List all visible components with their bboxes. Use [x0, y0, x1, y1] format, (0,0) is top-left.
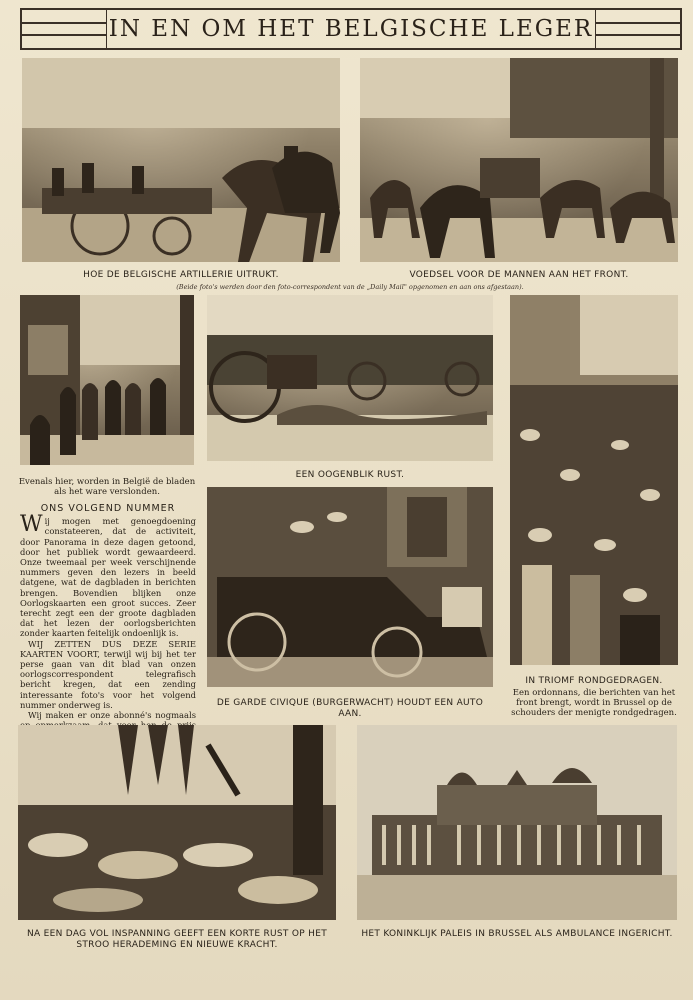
page-title: IN EN OM HET BELGISCHE LEGER — [108, 16, 594, 42]
article-paragraph-1-text: ij mogen met genoegdoening constateeren, dat de activiteit, door Panorama in deze dagen getoond, door het publiek wordt gewaardeerd. Onze tweemaal per week verschijnende nummers geven den lezers in beeld datgene, wat de dagbladen in berichten brengen. Bovendien blijken onze Oorlogskaarten een groot succes. Zeer terecht zegt een der groote dagbladen dat het lezen der oorlogsberichten zonder kaarten feitelijk ondoenlijk is. — [20, 516, 196, 639]
photo-triumph — [510, 295, 678, 665]
masthead-rule — [22, 34, 106, 36]
article-paragraph-3-text: Wij maken er onze abonné's nogmaals — [28, 710, 196, 721]
caption-palace: HET KONINKLIJK PALEIS IN BRUSSEL ALS AMBULANCE INGERICHT. — [361, 929, 673, 939]
article-heading: ONS VOLGEND NUMMER — [40, 503, 176, 514]
masthead-divider-left — [106, 10, 107, 48]
article-next-issue — [20, 504, 196, 741]
caption-artillery: HOE DE BELGISCHE ARTILLERIE UITRUKT. — [83, 270, 279, 280]
caption-newspapers: Evenals hier, worden in België de bladen als het ware verslonden. — [18, 477, 196, 497]
article-paragraph — [20, 639, 196, 710]
caption-rest-moment: EEN OOGENBLIK RUST. — [295, 470, 405, 480]
photo-artillery — [22, 58, 340, 262]
subcaption-triumph: Een ordonnans, die berichten van het front brengt, wordt in Brussel op de schouders der menigte rondgedragen. — [511, 688, 677, 718]
photo-straw-rest — [18, 725, 336, 920]
masthead-divider-right — [595, 10, 596, 48]
photo-newspapers — [20, 295, 194, 465]
photo-garde-civique — [207, 487, 493, 687]
article-dropcap: W — [20, 512, 43, 538]
article-paragraph — [20, 512, 196, 639]
caption-food: VOEDSEL VOOR DE MANNEN AAN HET FRONT. — [409, 270, 629, 280]
masthead-rule — [596, 34, 680, 36]
photo-palace — [357, 725, 677, 920]
caption-triumph: IN TRIOMF RONDGEDRAGEN. — [525, 676, 663, 686]
article-paragraph-2-text: WIJ ZETTEN DUS DEZE SERIE KAARTEN VOORT, terwijl wij bij het ter perse gaan van dit blad van onzen oorlogscorrespondent telegrafisch bericht kregen, dat een zending interessante foto's voor het volgend nummer onderweg is. — [20, 638, 196, 710]
caption-garde-civique: DE GARDE CIVIQUE (BURGERWACHT) HOUDT EEN AUTO AAN. — [216, 698, 484, 719]
masthead-rule — [596, 22, 680, 24]
photo-credit: (Beide foto's werden door den foto-correspondent van de „Daily Mail" opgenomen en aan ons afgestaan). — [176, 283, 524, 291]
masthead — [20, 8, 682, 50]
caption-straw-rest: NA EEN DAG VOL INSPANNING GEEFT EEN KORTE RUST OP HET STROO HERADEMING EN NIEUWE KRACHT. — [26, 929, 328, 950]
photo-rest-moment — [207, 295, 493, 461]
photo-food — [360, 58, 678, 262]
masthead-rule — [22, 22, 106, 24]
